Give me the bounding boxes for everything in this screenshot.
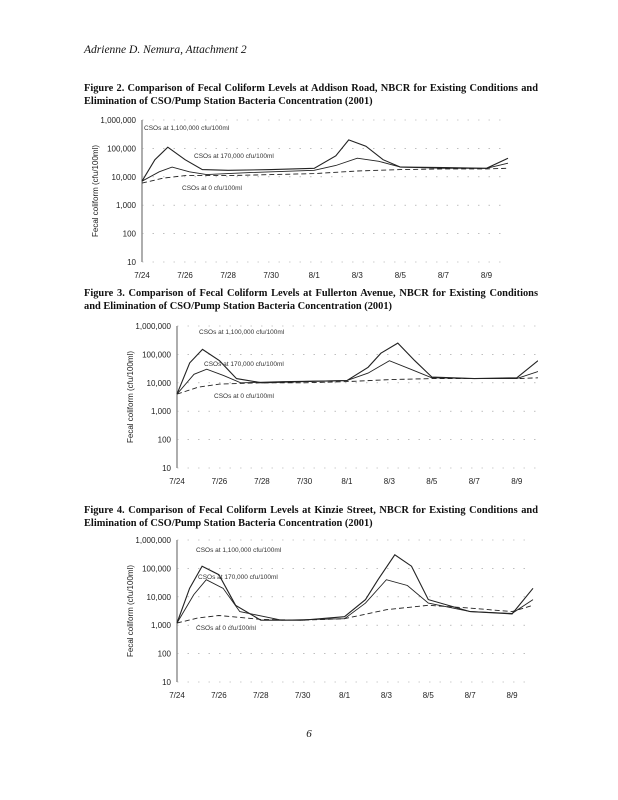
x-tick-label: 7/26: [177, 271, 193, 280]
x-tick-label: 8/5: [422, 691, 434, 700]
x-tick-label: 7/24: [169, 691, 185, 700]
x-tick-label: 8/7: [437, 271, 449, 280]
series-line-1: [177, 555, 533, 623]
page-header: Adrienne D. Nemura, Attachment 2: [84, 44, 247, 56]
y-axis-label: Fecal coliform (cfu/100ml): [91, 144, 100, 238]
y-tick-label: 1,000,000: [135, 322, 171, 331]
x-tick-label: 7/24: [169, 477, 185, 486]
y-axis-label: Fecal coliform (cfu/100ml): [126, 564, 135, 658]
x-tick-label: 8/1: [338, 691, 351, 700]
x-tick-label: 8/1: [308, 271, 320, 280]
y-tick-label: 1,000: [150, 621, 171, 631]
y-tick-label: 100,000: [142, 564, 171, 574]
figure-2-chart: [84, 112, 538, 284]
x-tick-label: 7/28: [254, 477, 270, 486]
figure-3-title: Figure 3. Comparison of Fecal Coliform Levels at Fullerton Avenue, NBCR for Existing Conditions and Elimination of CSO/Pump Station Bacteria Concentration (2001): [84, 288, 538, 312]
x-tick-label: 8/7: [464, 691, 476, 700]
series-annotation-3: CSOs at 0 cfu/100ml: [214, 393, 274, 400]
y-tick-label: 100: [157, 435, 171, 445]
chart-svg: [84, 318, 538, 490]
figure-4-title: Figure 4. Comparison of Fecal Coliform Levels at Kinzie Street, NBCR for Existing Conditions and Elimination of CSO/Pump Station Bacteria Concentration (2001): [84, 505, 538, 529]
series-annotation-2: CSOs at 170,000 cfu/100ml: [194, 153, 274, 160]
y-tick-label: 10,000: [146, 592, 171, 602]
x-tick-label: 8/5: [426, 477, 438, 486]
y-tick-label: 1,000,000: [135, 536, 171, 545]
series-annotation-3: CSOs at 0 cfu/100ml: [182, 185, 242, 192]
series-annotation-2: CSOs at 170,000 cfu/100ml: [204, 361, 284, 368]
series-line-1: [177, 343, 538, 394]
x-tick-label: 7/26: [211, 691, 227, 700]
chart-svg: [84, 532, 538, 704]
y-tick-label: 100,000: [107, 144, 136, 154]
x-tick-label: 7/28: [220, 271, 236, 280]
y-tick-label: 1,000: [115, 201, 136, 211]
figure-3-chart: [84, 318, 538, 490]
y-tick-label: 10: [162, 464, 171, 473]
x-tick-label: 8/3: [351, 271, 363, 280]
x-tick-label: 8/9: [511, 477, 523, 486]
series-line-1: [142, 140, 508, 181]
y-tick-label: 10: [162, 678, 171, 687]
x-tick-label: 8/9: [480, 271, 493, 280]
series-annotation-3: CSOs at 0 cfu/100ml: [196, 625, 256, 632]
x-tick-label: 8/3: [380, 691, 392, 700]
x-tick-label: 8/3: [383, 477, 395, 486]
x-tick-label: 8/9: [506, 691, 518, 700]
series-annotation-2: CSOs at 170,000 cfu/100ml: [198, 574, 278, 581]
y-tick-label: 100: [157, 649, 171, 659]
y-tick-label: 100,000: [142, 350, 171, 360]
figure-4-chart: [84, 532, 538, 704]
x-tick-label: 7/30: [263, 271, 279, 280]
x-tick-label: 7/28: [252, 691, 269, 700]
y-tick-label: 1,000,000: [100, 116, 136, 125]
x-tick-label: 8/5: [394, 271, 406, 280]
series-line-3: [177, 378, 538, 394]
page-number: 6: [306, 728, 312, 740]
x-tick-label: 7/30: [294, 691, 311, 700]
y-tick-label: 10,000: [146, 378, 171, 388]
x-tick-label: 7/24: [134, 271, 150, 280]
x-tick-label: 7/26: [211, 477, 228, 486]
x-tick-label: 7/30: [296, 477, 313, 486]
series-annotation-1: CSOs at 1,100,000 cfu/100ml: [199, 329, 285, 336]
y-tick-label: 1,000: [150, 407, 171, 417]
series-line-3: [142, 168, 508, 183]
x-tick-label: 8/7: [468, 477, 480, 486]
y-tick-label: 100: [122, 229, 136, 239]
y-tick-label: 10,000: [111, 172, 136, 182]
chart-svg: [84, 112, 538, 284]
series-annotation-1: CSOs at 1,100,000 cfu/100ml: [196, 547, 282, 554]
series-annotation-1: CSOs at 1,100,000 cfu/100ml: [144, 125, 230, 132]
y-axis-label: Fecal coliform (cfu/100ml): [126, 350, 135, 444]
figure-2-title: Figure 2. Comparison of Fecal Coliform Levels at Addison Road, NBCR for Existing Conditions and Elimination of CSO/Pump Station Bacteria Concentration (2001): [84, 83, 538, 107]
x-tick-label: 8/1: [341, 477, 353, 486]
y-tick-label: 10: [127, 258, 136, 267]
